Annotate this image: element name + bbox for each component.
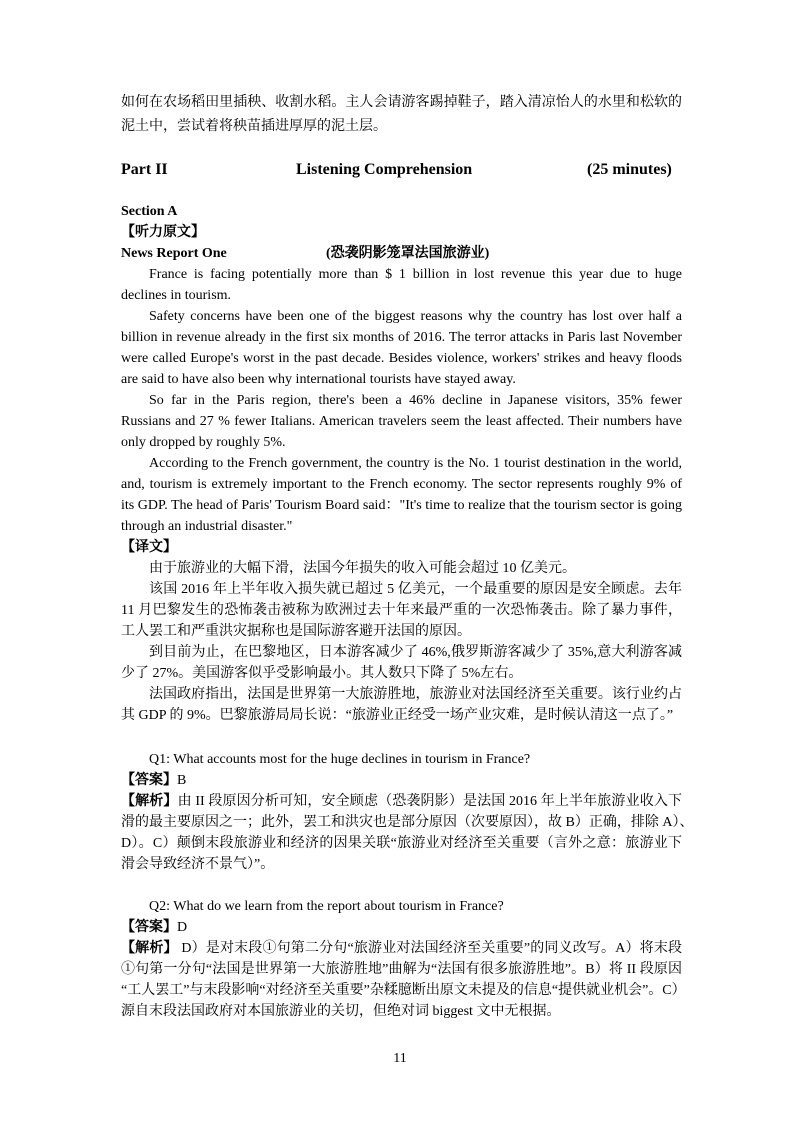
text-line: 法国政府指出，法国是世界第一大旅游胜地，旅游业对法国经济至关重要。该行业约占: [149, 687, 682, 702]
text-line: 滑会导致经济不景气）”。: [121, 857, 275, 872]
text-line: through an industrial disaster.": [121, 519, 293, 534]
analysis-block: [121, 791, 694, 875]
answer-label: 【答案】: [121, 773, 177, 788]
question-block: [121, 896, 686, 1022]
analysis-text: 由 II 段原因分析可知，安全顾虑（恐袭阴影）是法国 2016 年上半年旅游业收入下: [177, 794, 683, 809]
text-line: [121, 791, 682, 812]
answer-value: B: [177, 773, 187, 788]
text-line: 工人罢工和严重洪灾据称也是国际游客避开法国的原因。: [121, 624, 471, 639]
transcript-label: 【听力原文】: [121, 225, 205, 240]
text-line: 到目前为止，在巴黎地区，日本游客减少了 46%,俄罗斯游客减少了 35%,意大利游客减: [149, 645, 682, 660]
transcript-paragraph: [121, 390, 682, 453]
part-label: Part II: [121, 161, 168, 178]
transcript-paragraph: [121, 306, 682, 390]
text-line: [121, 938, 682, 959]
analysis-label: 【解析】: [121, 794, 178, 809]
analysis-text: D）是对末段①句第二分句“旅游业对法国经济至关重要”的同义改写。A）将末段: [177, 941, 682, 956]
part-title: Listening Comprehension: [296, 161, 473, 178]
analysis-label: 【解析】: [121, 941, 178, 956]
transcript-paragraph: [121, 453, 682, 537]
text-line: 少了 27%。美国游客似乎受影响最小。其人数只下降了 5%左右。: [121, 666, 523, 681]
text-line: were called Europe's worst in the past decade. Besides violence, workers' strikes and heavy floods: [121, 351, 682, 366]
text-line: So far in the Paris region, there's been a 46% decline in Japanese visitors, 35% fewer: [149, 393, 682, 408]
translation-paragraph: [121, 558, 682, 579]
question-block: [121, 749, 694, 875]
news-report-title: News Report One: [121, 246, 227, 261]
answer-label: 【答案】: [121, 920, 177, 935]
question-text: Q2: What do we learn from the report about tourism in France?: [149, 899, 504, 914]
part-duration: (25 minutes): [587, 161, 672, 178]
page-number: 11: [393, 1051, 407, 1066]
text-line: According to the French government, the country is the No. 1 tourist destination in the world,: [149, 456, 682, 471]
text-line: 如何在农场稻田里插秧、收割水稻。主人会请游客踢掉鞋子，踏入清凉怡人的水里和松软的: [121, 95, 682, 110]
translation-paragraph: [121, 684, 682, 726]
text-line: France is facing potentially more than $ 1 billion in lost revenue this year due to huge: [149, 267, 682, 282]
text-line: 该国 2016 年上半年收入损失就已超过 5 亿美元，一个最重要的原因是安全顾虑。去年: [149, 582, 682, 597]
translation-label: 【译文】: [121, 540, 177, 555]
question-text: Q1: What accounts most for the huge declines in tourism in France?: [149, 752, 531, 767]
text-line: 泥土中，尝试着将秧苗插进厚厚的泥土层。: [121, 119, 387, 134]
answer-value: D: [177, 920, 188, 935]
transcript-paragraph: [121, 264, 682, 306]
part-header: [121, 159, 682, 180]
text-line: its GDP. The head of Paris' Tourism Board said："It's time to realize that the tourism sector is going: [121, 498, 682, 513]
text-line: 滑的最主要原因之一；此外，罢工和洪灾也是部分原因（次要原因），故 B）正确，排除 A）、: [121, 815, 694, 830]
text-line: Russians and 27 % fewer Italians. American travelers seem the least affected. Their numbers have: [121, 414, 682, 429]
translation-paragraph: [121, 579, 682, 642]
news-report-subtitle: (恐袭阴影笼罩法国旅游业): [326, 246, 490, 261]
answer-line: [121, 770, 682, 791]
analysis-block: [121, 938, 686, 1022]
text-line: declines in tourism.: [121, 288, 232, 303]
translation-paragraph: [121, 642, 682, 684]
text-line: 由于旅游业的大幅下滑，法国今年损失的收入可能会超过 10 亿美元。: [149, 561, 576, 576]
section-title: Section A: [121, 204, 178, 219]
text-line: only dropped by roughly 5%.: [121, 435, 286, 450]
text-line: 11 月巴黎发生的恐怖袭击被称为欧洲过去十年来最严重的一次恐怖袭击。除了暴力事件，: [121, 603, 682, 618]
answer-line: [121, 917, 682, 938]
news-report-heading: [121, 243, 682, 264]
text-line: 源自末段法国政府对本国旅游业的关切，但绝对词 biggest 文中无根据。: [121, 1004, 561, 1019]
text-line: ①句第一分句“法国是世界第一大旅游胜地”曲解为“法国有很多旅游胜地”。B）将 II 段原因: [121, 962, 682, 977]
text-line: “工人罢工”与末段影响“对经济至关重要”杂糅臆断出原文未提及的信息“提供就业机会”。C）: [121, 983, 686, 998]
text-line: are said to have also been why international tourists have stayed away.: [121, 372, 516, 387]
page-content: [121, 91, 694, 1022]
text-line: D）。C）颠倒末段旅游业和经济的因果关联“旅游业对经济至关重要（言外之意：旅游业下: [121, 836, 682, 851]
text-line: Safety concerns have been one of the biggest reasons why the country has lost over half a: [149, 309, 682, 324]
text-line: billion in revenue already in the first six months of 2016. The terror attacks in Paris last November: [121, 330, 682, 345]
text-line: and, tourism is extremely important to the French economy. The sector represents roughly 9% of: [121, 477, 682, 492]
intro-paragraph: [121, 91, 682, 139]
text-line: 其 GDP 的 9%。巴黎旅游局局长说：“旅游业正经受一场产业灾难，是时候认清这一点了。”: [121, 708, 674, 723]
